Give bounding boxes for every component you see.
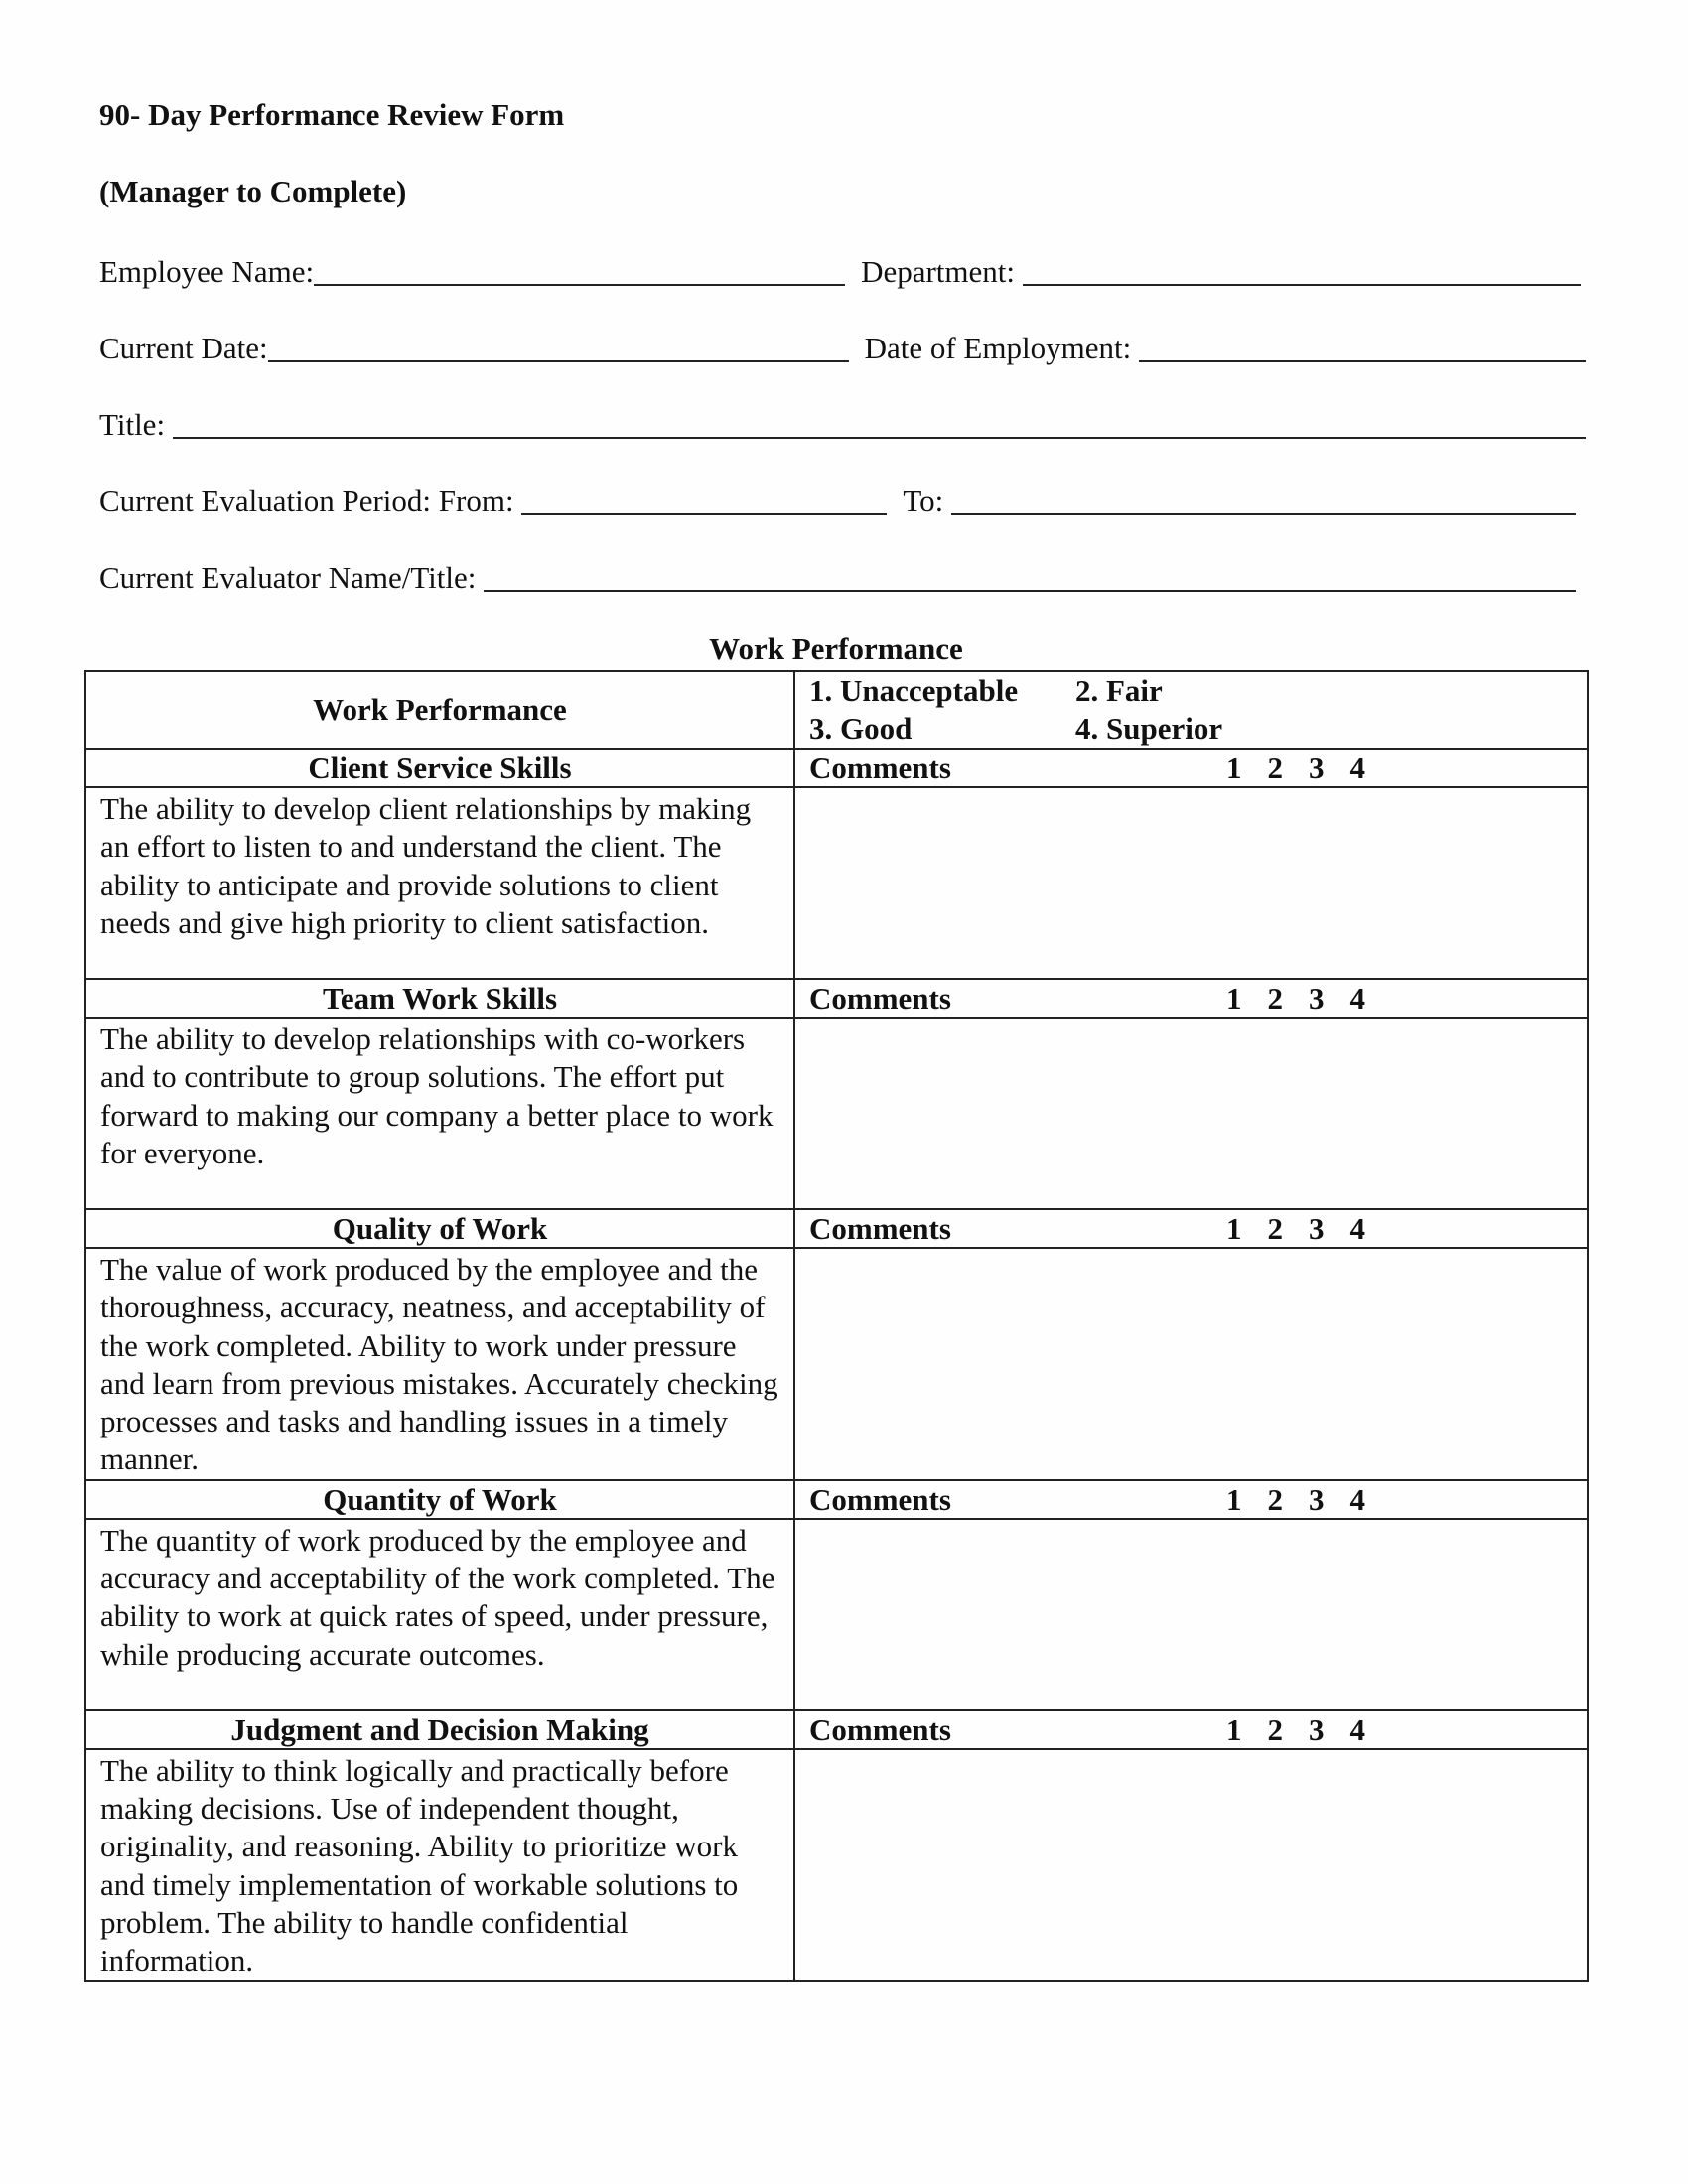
category-body-row [85, 1018, 1588, 1209]
rating-4[interactable]: 4 [1349, 1711, 1365, 1747]
performance-table [84, 670, 1589, 1982]
category-body-row [85, 1248, 1588, 1480]
rating-1[interactable]: 1 [1226, 981, 1242, 1016]
current-date-label: Current Date: [99, 331, 268, 365]
rating-2[interactable]: 2 [1267, 981, 1283, 1016]
comments-header [794, 979, 1588, 1018]
rating-3[interactable]: 3 [1309, 1211, 1325, 1246]
comments-header [794, 1209, 1588, 1248]
comments-header [794, 1480, 1588, 1519]
row-title [99, 403, 1586, 443]
eval-to-label: To: [903, 483, 951, 518]
evaluator-field[interactable] [484, 558, 1576, 592]
comments-box[interactable] [794, 1519, 1588, 1710]
rating-options [1226, 980, 1391, 1017]
comments-box[interactable] [794, 1248, 1588, 1480]
category-header-row [85, 1480, 1588, 1519]
category-description: The ability to develop relationships with co-workers and to contribute to group solutions. The effort put forward to making our company a better place to work for everyone. [85, 1018, 794, 1209]
comments-header [794, 749, 1588, 787]
rating-4[interactable]: 4 [1349, 981, 1365, 1016]
title-label: Title: [99, 407, 173, 442]
rating-4[interactable]: 4 [1349, 1211, 1365, 1246]
category-header-row [85, 1710, 1588, 1749]
category-header-row [85, 749, 1588, 787]
category-name: Quality of Work [85, 1209, 794, 1248]
comments-label: Comments [809, 981, 951, 1016]
category-body-row [85, 787, 1588, 979]
category-description: The value of work produced by the employee and the thoroughness, accuracy, neatness, and acceptability of the work completed. Ability to work under pressure and learn from previous mistakes. Accurately checking processes and tasks and handling issues in a timely manner. [85, 1248, 794, 1480]
rating-options [1226, 1210, 1391, 1247]
page-subtitle: (Manager to Complete) [99, 174, 407, 208]
category-name: Client Service Skills [85, 749, 794, 787]
eval-from-field[interactable] [521, 481, 887, 515]
rating-2[interactable]: 2 [1267, 751, 1283, 785]
scale-2: 2. Fair [1075, 673, 1163, 708]
comments-box[interactable] [794, 1018, 1588, 1209]
category-description: The ability to think logically and practically before making decisions. Use of independent thought, originality, and reasoning. Ability to prioritize work and timely implementation of workable solutions to problem. The ability to handle confidential information. [85, 1749, 794, 1981]
scale-3: 3. Good [809, 711, 913, 746]
eval-to-field[interactable] [951, 481, 1576, 515]
category-header-row [85, 1209, 1588, 1248]
rating-2[interactable]: 2 [1267, 1211, 1283, 1246]
rating-options [1226, 750, 1391, 786]
category-name: Team Work Skills [85, 979, 794, 1018]
row-evaluator [99, 556, 1576, 596]
eval-from-label: Current Evaluation Period: From: [99, 483, 522, 518]
rating-3[interactable]: 3 [1309, 981, 1325, 1016]
category-header-row [85, 979, 1588, 1018]
employee-name-field[interactable] [314, 252, 845, 286]
comments-label: Comments [809, 1711, 951, 1747]
department-label: Department: [861, 254, 1023, 289]
employee-name-label: Employee Name: [99, 254, 315, 289]
comments-label: Comments [809, 1211, 951, 1246]
rating-1[interactable]: 1 [1226, 751, 1242, 785]
rating-1[interactable]: 1 [1226, 1481, 1242, 1517]
row-date-employment [99, 327, 1586, 366]
category-body-row [85, 1519, 1588, 1710]
comments-box[interactable] [794, 1749, 1588, 1981]
rating-options [1226, 1481, 1391, 1518]
category-body-row [85, 1749, 1588, 1981]
page-title: 90- Day Performance Review Form [99, 97, 565, 132]
table-caption: Work Performance [709, 631, 963, 666]
rating-4[interactable]: 4 [1349, 751, 1365, 785]
header-work-performance: Work Performance [85, 671, 794, 749]
comments-label: Comments [809, 1481, 951, 1517]
rating-1[interactable]: 1 [1226, 1211, 1242, 1246]
row-employee-department [99, 250, 1581, 290]
comments-label: Comments [809, 751, 951, 785]
category-description: The quantity of work produced by the employee and accuracy and acceptability of the work completed. The ability to work at quick rates of speed, under pressure, while producing accurate outcomes. [85, 1519, 794, 1710]
current-date-field[interactable] [268, 329, 849, 362]
comments-box[interactable] [794, 787, 1588, 979]
table-header-row [85, 671, 1588, 749]
rating-4[interactable]: 4 [1349, 1481, 1365, 1517]
rating-3[interactable]: 3 [1309, 751, 1325, 785]
rating-scale-legend [794, 671, 1588, 749]
comments-header [794, 1710, 1588, 1749]
rating-3[interactable]: 3 [1309, 1481, 1325, 1517]
rating-1[interactable]: 1 [1226, 1711, 1242, 1747]
department-field[interactable] [1023, 252, 1581, 286]
row-evaluation-period [99, 479, 1576, 519]
rating-2[interactable]: 2 [1267, 1711, 1283, 1747]
scale-4: 4. Superior [1075, 711, 1223, 746]
evaluator-label: Current Evaluator Name/Title: [99, 560, 485, 595]
rating-2[interactable]: 2 [1267, 1481, 1283, 1517]
category-description: The ability to develop client relationships by making an effort to listen to and understand the client. The ability to anticipate and provide solutions to client needs and give high priority to client satisfaction. [85, 787, 794, 979]
rating-3[interactable]: 3 [1309, 1711, 1325, 1747]
date-of-employment-field[interactable] [1139, 329, 1586, 362]
category-name: Judgment and Decision Making [85, 1710, 794, 1749]
scale-1: 1. Unacceptable [809, 673, 1019, 708]
rating-options [1226, 1711, 1391, 1748]
date-of-employment-label: Date of Employment: [864, 331, 1139, 365]
title-field[interactable] [173, 405, 1586, 439]
category-name: Quantity of Work [85, 1480, 794, 1519]
